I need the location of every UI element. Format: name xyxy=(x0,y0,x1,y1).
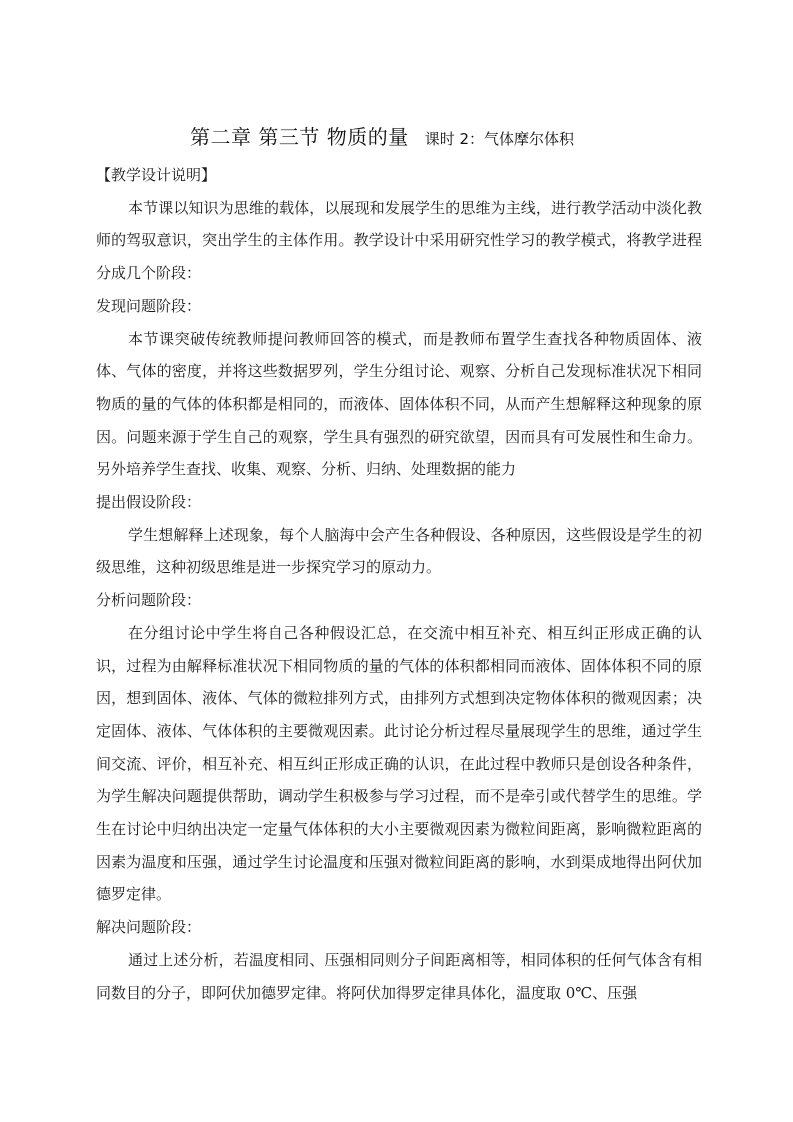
chapter-title: 第二章 第三节 物质的量 xyxy=(190,125,409,149)
paragraph-hypothesis: 学生想解释上述现象，每个人脑海中会产生各种假设、各种原因，这些假设是学生的初级思维，这种初级思维是进一步探究学习的原动力。 xyxy=(96,525,702,577)
document-body xyxy=(96,159,702,1009)
paragraph-solve: 通过上述分析，若温度相同、压强相同则分子间距离相等，相同体积的任何气体含有相同数目的分子，即阿伏加德罗定律。将阿伏加得罗定律具体化，温度取 0℃、压强 xyxy=(96,950,702,1002)
paragraph-analysis: 在分组讨论中学生将自己各种假设汇总，在交流中相互补充、相互纠正形成正确的认识，过程为由解释标准状况下相同物质的量的气体的体积都相同而液体、固体体积不同的原因，想到固体、液体、气体的微粒排列方式，由排列方式想到决定物体体积的微观因素；决定固体、液体、气体体积的主要微观因素。此讨论分析过程尽量展现学生的思维，通过学生间交流、评价，相互补充、相互纠正形成正确的认识，在此过程中教师只是创设各种条件，为学生解决问题提供帮助，调动学生积极参与学习过程，而不是牵引或代替学生的思维。学生在讨论中归纳出决定一定量气体体积的大小主要微观因素为微粒间距离，影响微粒距离的因素为温度和压强，通过学生讨论温度和压强对微粒间距离的影响，水到渠成地得出阿伏加德罗定律。 xyxy=(96,623,702,904)
paragraph-intro: 本节课以知识为思维的载体，以展现和发展学生的思维为主线，进行教学活动中淡化教师的驾驭意识，突出学生的主体作用。教学设计中采用研究性学习的教学模式，将教学进程分成几个阶段： xyxy=(96,198,702,283)
paragraph-discover: 本节课突破传统教师提问教师回答的模式，而是教师布置学生查找各种物质固体、液体、气体的密度，并将这些数据罗列，学生分组讨论、观察、分析自己发现标准状况下相同物质的量的气体的体积都是相同的，而液体、固体体积不同，从而产生想解释这种现象的原因。问题来源于学生自己的观察，学生具有强烈的研究欲望，因而具有可发展性和生命力。另外培养学生查找、收集、观察、分析、归纳、处理数据的能力 xyxy=(96,329,702,479)
stage-heading-solve: 解决问题阶段： xyxy=(96,918,202,937)
lesson-subtitle: 课时 2：气体摩尔体积 xyxy=(424,130,575,148)
stage-heading-analysis: 分析问题阶段： xyxy=(96,591,202,610)
page-title xyxy=(190,121,630,151)
section-heading: 【教学设计说明】 xyxy=(96,166,217,184)
stage-heading-hypothesis: 提出假设阶段： xyxy=(96,493,202,512)
stage-heading-discover: 发现问题阶段： xyxy=(96,296,202,315)
